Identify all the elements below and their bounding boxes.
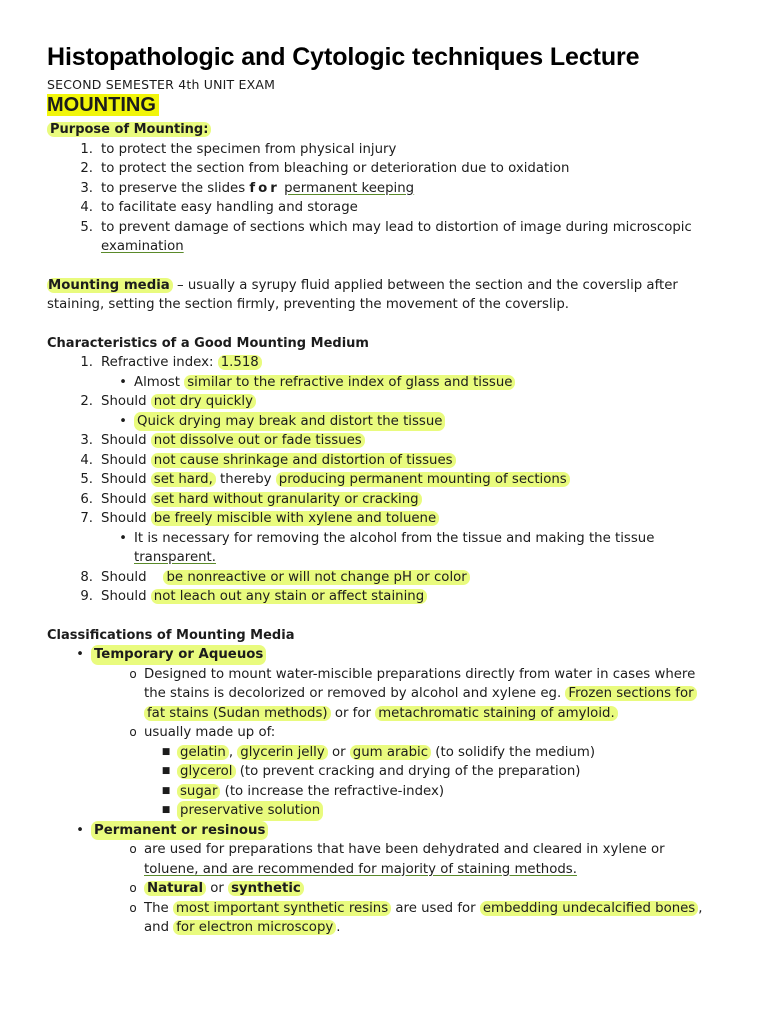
list-item: • Permanent or resinous <box>47 821 747 841</box>
list-item: 7. Should be freely miscible with xylene and toluene <box>47 509 747 529</box>
list-item: ■ glycerol (to prevent cracking and drying of the preparation) <box>161 764 581 779</box>
list-item: • Quick drying may break and distort the tissue <box>47 412 747 432</box>
classifications-heading: Classifications of Mounting Media <box>47 627 295 643</box>
list-item: 4. to facilitate easy handling and storage <box>80 200 358 215</box>
characteristics-heading: Characteristics of a Good Mounting Medium <box>47 335 369 351</box>
list-item: 3. to preserve the slides for permanent keeping <box>80 180 415 196</box>
list-item: o Designed to mount water-miscible preparations directly from water in cases where the stains is decolorized or removed by alcohol and xylene eg. Frozen sections for fat stains (Sudan methods) or for metachromatic staining of amyloid. <box>129 666 696 721</box>
list-item: 1. to protect the specimen from physical injury <box>80 141 397 157</box>
page-subtitle: SECOND SEMESTER 4th UNIT EXAM <box>47 77 276 92</box>
characteristics-list <box>47 353 747 607</box>
list-item: 6. Should set hard without granularity or cracking <box>47 490 747 510</box>
section-title: MOUNTING <box>47 94 159 116</box>
list-item: 5. to prevent damage of sections which may lead to distortion of image during microscopic examination <box>80 219 692 254</box>
list-item: o are used for preparations that have been dehydrated and cleared in xylene or toluene, and are recommended for majority of staining methods. <box>129 842 665 877</box>
list-item: • Almost similar to the refractive index of glass and tissue <box>47 373 747 393</box>
list-item: 9. Should not leach out any stain or affect staining <box>47 587 747 607</box>
list-item: ■ gelatin , glycerin jelly or gum arabic (to solidify the medium) <box>161 744 596 760</box>
list-item: o usually made up of: <box>129 725 276 740</box>
document-page <box>47 42 747 938</box>
list-item: • It is necessary for removing the alcohol from the tissue and making the tissue transparent. <box>119 530 655 565</box>
list-item: 4. Should not cause shrinkage and distortion of tissues <box>47 451 747 471</box>
list-item: 3. Should not dissolve out or fade tissues <box>47 431 747 451</box>
list-item: o Natural or synthetic <box>47 879 747 899</box>
list-item: ■ sugar (to increase the refractive-index) <box>161 783 445 799</box>
mounting-media-definition: Mounting media – usually a syrupy fluid applied between the section and the coverslip after staining, setting the section firmly, preventing the movement of the coverslip. <box>47 277 678 312</box>
purpose-list <box>47 140 747 257</box>
page-title: Histopathologic and Cytologic techniques Lecture <box>47 43 640 71</box>
classifications-list <box>47 645 747 938</box>
list-item: • Temporary or Aqueuos <box>47 645 747 665</box>
list-item: 5. Should set hard, thereby producing permanent mounting of sections <box>47 470 747 490</box>
purpose-heading: Purpose of Mounting: <box>47 120 747 140</box>
list-item: 2. to protect the section from bleaching or deterioration due to oxidation <box>80 161 570 176</box>
list-item: 2. Should not dry quickly <box>47 392 747 412</box>
list-item: ■ preservative solution <box>47 801 747 821</box>
list-item: 1. Refractive index: 1.518 <box>47 353 747 373</box>
list-item: o The most important synthetic resins are used for embedding undecalcified bones , and for electron microscopy . <box>129 900 703 935</box>
list-item: 8. Should be nonreactive or will not change pH or color <box>47 568 747 588</box>
